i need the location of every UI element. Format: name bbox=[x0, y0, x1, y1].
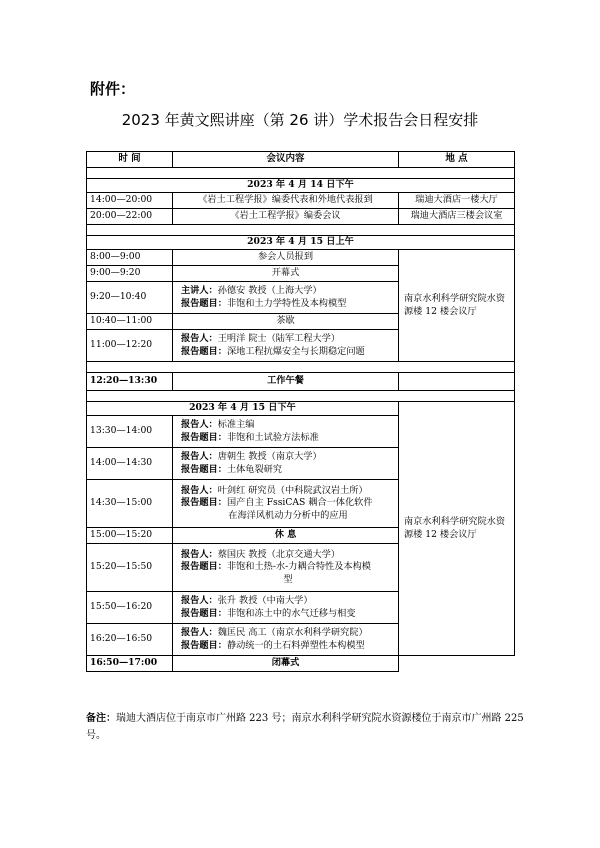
session-time: 11:00—12:20 bbox=[87, 330, 173, 362]
talk-cell bbox=[173, 330, 399, 362]
session-location: 南京水利科学研究院水资源楼 12 楼会议厅 bbox=[399, 250, 515, 362]
day-heading-row bbox=[87, 179, 515, 193]
session-time: 15:00—15:20 bbox=[87, 528, 173, 544]
header-location: 地 点 bbox=[399, 152, 515, 168]
topic-line bbox=[181, 298, 395, 310]
topic-line bbox=[181, 640, 395, 652]
spacer-row bbox=[87, 391, 515, 402]
header-time: 时 间 bbox=[87, 152, 173, 168]
session-time: 14:00—20:00 bbox=[87, 193, 173, 209]
page-title: 2023 年黄文熙讲座（第 26 讲）学术报告会日程安排 bbox=[121, 111, 479, 129]
speaker-name: 张升 教授（中南大学） bbox=[217, 595, 313, 607]
topic-line bbox=[181, 432, 395, 444]
speaker-name: 叶剑红 研究员（中科院武汉岩土所） bbox=[217, 485, 368, 497]
session-time: 16:50—17:00 bbox=[87, 656, 173, 672]
speaker-name: 王明洋 院士（陆军工程大学） bbox=[217, 333, 341, 345]
table-row bbox=[87, 250, 515, 266]
keynote-label: 主讲人： bbox=[181, 285, 218, 297]
talk-topic: 深地工程抗爆安全与长期稳定问题 bbox=[226, 345, 365, 357]
day-heading-row bbox=[87, 236, 515, 250]
session-content: 茶歇 bbox=[173, 314, 399, 330]
spacer-row bbox=[87, 225, 515, 236]
speaker-name: 唐朝生 教授（南京大学） bbox=[217, 451, 322, 463]
session-time: 15:20—15:50 bbox=[87, 544, 173, 592]
talk-cell bbox=[173, 544, 399, 592]
speaker-line bbox=[181, 549, 395, 561]
session-time: 10:40—11:00 bbox=[87, 314, 173, 330]
talk-topic: 非饱和土力学特性及本构模型 bbox=[226, 297, 347, 309]
speaker-label: 报告人： bbox=[181, 595, 218, 607]
session-time: 9:00—9:20 bbox=[87, 266, 173, 282]
day-heading: 2023 年 4 月 14 日下午 bbox=[87, 179, 515, 193]
footnote bbox=[86, 711, 526, 744]
topic-line bbox=[181, 497, 395, 509]
speaker-label: 报告人： bbox=[181, 627, 218, 639]
speaker-line bbox=[181, 333, 395, 345]
topic-label: 报告题目： bbox=[181, 431, 227, 443]
topic-label: 报告题目： bbox=[181, 497, 227, 509]
table-row bbox=[87, 209, 515, 225]
session-time: 14:00—14:30 bbox=[87, 448, 173, 480]
table-header-row bbox=[87, 152, 515, 168]
session-time: 13:30—14:00 bbox=[87, 416, 173, 448]
topic-continuation: 在海洋风机动力分析中的应用 bbox=[228, 509, 348, 521]
speaker-line bbox=[181, 285, 395, 297]
speaker-name: 标准主编 bbox=[217, 419, 255, 431]
session-content: 参会人员报到 bbox=[173, 250, 399, 266]
topic-label: 报告题目： bbox=[181, 463, 227, 475]
session-content: 开幕式 bbox=[173, 266, 399, 282]
session-content: 《岩土工程学报》编委代表和外地代表报到 bbox=[173, 193, 399, 209]
note-label: 备注： bbox=[86, 713, 116, 724]
table-row bbox=[87, 373, 515, 391]
header-content: 会议内容 bbox=[173, 152, 399, 168]
topic-label: 报告题目： bbox=[181, 639, 227, 651]
session-location: 瑞迪大酒店三楼会议室 bbox=[399, 209, 515, 225]
talk-cell bbox=[173, 282, 399, 314]
speaker-label: 报告人： bbox=[181, 451, 218, 463]
attachment-label: 附件： bbox=[90, 80, 136, 98]
talk-topic: 非饱和土热-水-力耦合特性及本构模 bbox=[226, 561, 371, 573]
schedule-table bbox=[86, 151, 515, 672]
topic-continuation: 型 bbox=[283, 573, 293, 585]
speaker-line bbox=[181, 451, 395, 463]
talk-topic: 非饱和冻土中的水气迁移与相变 bbox=[226, 607, 356, 619]
speaker-line bbox=[181, 595, 395, 607]
session-time: 15:50—16:20 bbox=[87, 592, 173, 624]
table-row bbox=[87, 656, 515, 672]
table-row bbox=[87, 193, 515, 209]
session-content: 休 息 bbox=[173, 528, 399, 544]
speaker-name: 蔡国庆 教授（北京交通大学） bbox=[217, 549, 341, 561]
day-heading: 2023 年 4 月 15 日下午 bbox=[87, 402, 399, 416]
topic-label: 报告题目： bbox=[181, 561, 227, 573]
session-time: 8:00—9:00 bbox=[87, 250, 173, 266]
speaker-line bbox=[181, 627, 395, 639]
session-content: 工作午餐 bbox=[173, 373, 399, 391]
day-heading: 2023 年 4 月 15 日上午 bbox=[87, 236, 515, 250]
topic-line bbox=[181, 608, 395, 620]
talk-cell bbox=[173, 624, 399, 656]
topic-line bbox=[181, 561, 395, 573]
session-time: 14:30—15:00 bbox=[87, 480, 173, 528]
talk-topic: 非饱和土试验方法标准 bbox=[226, 431, 319, 443]
note-text: 瑞迪大酒店位于南京市广州路 223 号；南京水利科学研究院水资源楼位于南京市广州路 225 号。 bbox=[86, 713, 524, 741]
speaker-line bbox=[181, 419, 395, 431]
topic-label: 报告题目： bbox=[181, 607, 227, 619]
speaker-label: 报告人： bbox=[181, 333, 218, 345]
topic-label: 报告题目： bbox=[181, 297, 227, 309]
session-time: 12:20—13:30 bbox=[87, 373, 173, 391]
session-location: 瑞迪大酒店一楼大厅 bbox=[399, 193, 515, 209]
talk-topic: 国产自主 FssiCAS 耦合一体化软件 bbox=[226, 497, 373, 509]
session-content: 闭幕式 bbox=[173, 656, 399, 672]
speaker-label: 报告人： bbox=[181, 485, 218, 497]
talk-topic: 土体龟裂研究 bbox=[226, 463, 283, 475]
talk-cell bbox=[173, 480, 399, 528]
session-time: 9:20—10:40 bbox=[87, 282, 173, 314]
session-time: 20:00—22:00 bbox=[87, 209, 173, 225]
speaker-name: 孙德安 教授（上海大学） bbox=[217, 285, 322, 297]
day-heading-row bbox=[87, 402, 515, 416]
speaker-line bbox=[181, 485, 395, 497]
session-content: 《岩土工程学报》编委会议 bbox=[173, 209, 399, 225]
topic-line bbox=[181, 464, 395, 476]
topic-line bbox=[181, 346, 395, 358]
talk-cell bbox=[173, 416, 399, 448]
topic-label: 报告题目： bbox=[181, 345, 227, 357]
spacer-row bbox=[87, 168, 515, 179]
talk-topic: 静动统一的土石料弹塑性本构模型 bbox=[226, 639, 365, 651]
spacer-row bbox=[87, 362, 515, 373]
session-location: 南京水利科学研究院水资源楼 12 楼会议厅 bbox=[399, 402, 515, 656]
speaker-name: 魏匡民 高工（南京水利科学研究院） bbox=[217, 627, 368, 639]
talk-cell bbox=[173, 448, 399, 480]
talk-cell bbox=[173, 592, 399, 624]
session-time: 16:20—16:50 bbox=[87, 624, 173, 656]
speaker-label: 报告人： bbox=[181, 549, 218, 561]
speaker-label: 报告人： bbox=[181, 419, 218, 431]
